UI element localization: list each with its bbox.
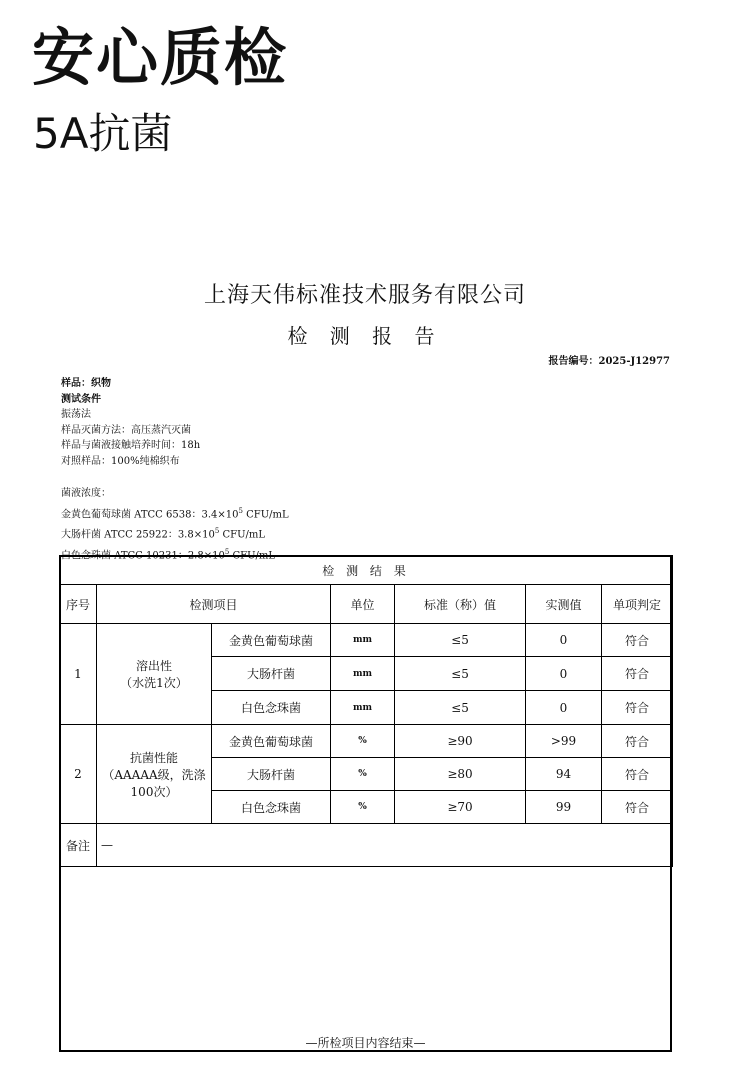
hero-title: 安心质检 <box>32 21 289 94</box>
unit-cell: mm <box>331 691 395 725</box>
control-sample-line: 对照样品：100%纯棉织布 <box>61 455 180 467</box>
judgment-cell: 符合 <box>602 758 673 791</box>
standard-cell: ≥90 <box>395 725 526 758</box>
header-measured: 实测值 <box>526 585 602 624</box>
judgment-cell: 符合 <box>602 624 673 657</box>
header-item: 检测项目 <box>97 585 331 624</box>
report-number: 报告编号：2025-J12977 <box>548 356 670 367</box>
unit-cell: % <box>331 725 395 758</box>
concentration-info <box>61 485 289 565</box>
company-name: 上海天伟标准技术服务有限公司 <box>203 283 526 308</box>
measured-cell: 94 <box>526 758 602 791</box>
hero-subtitle: 5A抗菌 <box>33 109 173 158</box>
unit-cell: mm <box>331 657 395 691</box>
results-table <box>59 555 673 867</box>
contact-time-line: 样品与菌液接触培养时间：18h <box>61 440 201 451</box>
remarks-label: 备注 <box>60 824 97 867</box>
end-note: —所检项目内容结束— <box>305 1036 426 1050</box>
standard-cell: ≥80 <box>395 758 526 791</box>
header-unit: 单位 <box>331 585 395 624</box>
organism-cell: 金黄色葡萄球菌 <box>212 725 331 758</box>
measured-cell: 99 <box>526 791 602 824</box>
judgment-cell: 符合 <box>602 791 673 824</box>
measured-cell: 0 <box>526 657 602 691</box>
report-title: 检 测 报 告 <box>287 324 443 348</box>
sample-line: 样品：织物 <box>61 378 111 389</box>
sample-info <box>61 376 200 469</box>
concentration-title: 菌液浓度： <box>61 488 111 499</box>
measured-cell: >99 <box>526 725 602 758</box>
unit-cell: mm <box>331 624 395 657</box>
organism-cell: 白色念珠菌 <box>212 691 331 725</box>
method-line: 振荡法 <box>61 409 91 420</box>
unit-cell: % <box>331 758 395 791</box>
group-name: 抗菌性能 （AAAAA级，洗涤 100次） <box>97 725 212 824</box>
judgment-cell: 符合 <box>602 657 673 691</box>
results-title: 检 测 结 果 <box>60 556 673 585</box>
sterilization-line: 样品灭菌方法：高压蒸汽灭菌 <box>61 424 191 436</box>
standard-cell: ≤5 <box>395 691 526 725</box>
concentration-line: 金黄色葡萄球菌 ATCC 6538：$3.4\times 10^5$ CFU/mL <box>61 506 289 520</box>
header-seq: 序号 <box>60 585 97 624</box>
organism-cell: 大肠杆菌 <box>212 657 331 691</box>
table-row <box>60 725 673 758</box>
measured-cell: 0 <box>526 624 602 657</box>
header-standard: 标准（称）值 <box>395 585 526 624</box>
test-conditions-line: 测试条件 <box>61 393 101 405</box>
organism-cell: 金黄色葡萄球菌 <box>212 624 331 657</box>
standard-cell: ≥70 <box>395 791 526 824</box>
group-name: 溶出性 （水洗1次） <box>97 624 212 725</box>
judgment-cell: 符合 <box>602 725 673 758</box>
standard-cell: ≤5 <box>395 624 526 657</box>
concentration-line: 白色念珠菌 ATCC 10231：$2.8\times 10^5$ CFU/mL <box>61 548 275 562</box>
concentration-line: 大肠杆菌 ATCC 25922：$3.8\times 10^5$ CFU/mL <box>61 527 265 541</box>
remarks-value: — <box>97 824 673 867</box>
measured-cell: 0 <box>526 691 602 725</box>
organism-cell: 白色念珠菌 <box>212 791 331 824</box>
group-seq: 2 <box>60 725 97 824</box>
organism-cell: 大肠杆菌 <box>212 758 331 791</box>
standard-cell: ≤5 <box>395 657 526 691</box>
remarks-row <box>60 824 673 867</box>
table-row <box>60 624 673 657</box>
unit-cell: % <box>331 791 395 824</box>
group-seq: 1 <box>60 624 97 725</box>
judgment-cell: 符合 <box>602 691 673 725</box>
header-judgment: 单项判定 <box>602 585 673 624</box>
